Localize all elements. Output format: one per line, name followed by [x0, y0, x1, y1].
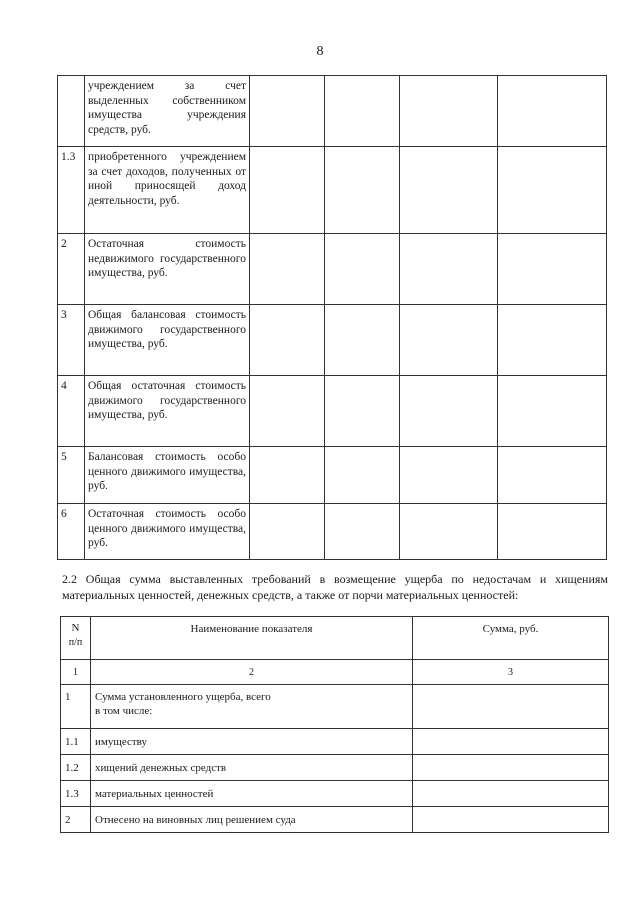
value-cell[interactable]	[400, 147, 498, 234]
row-number: 5	[58, 447, 85, 504]
column-index: 3	[413, 660, 609, 685]
row-label-line1: Сумма установленного ущерба, всего	[95, 691, 271, 703]
value-cell[interactable]	[498, 447, 607, 504]
property-value-table	[57, 75, 607, 560]
header-number-line1: N	[71, 622, 80, 634]
table-row	[61, 807, 609, 833]
column-index: 2	[91, 660, 413, 685]
row-label: Остаточная стоимость особо ценного движимого имущества, руб.	[85, 504, 250, 560]
table-row	[58, 234, 607, 305]
sum-cell[interactable]	[413, 755, 609, 781]
sum-cell[interactable]	[413, 781, 609, 807]
value-cell[interactable]	[498, 504, 607, 560]
row-number: 1	[61, 685, 91, 729]
row-label: Балансовая стоимость особо ценного движимого имущества, руб.	[85, 447, 250, 504]
value-cell[interactable]	[400, 447, 498, 504]
row-number: 3	[58, 305, 85, 376]
table-row	[61, 781, 609, 807]
value-cell[interactable]	[325, 376, 400, 447]
table-row	[61, 729, 609, 755]
value-cell[interactable]	[250, 447, 325, 504]
value-cell[interactable]	[325, 305, 400, 376]
row-label-line2: в том числе:	[95, 705, 153, 717]
value-cell[interactable]	[250, 305, 325, 376]
table-row	[58, 504, 607, 560]
section-2-2-paragraph	[62, 571, 608, 603]
row-label: Остаточная стоимость недвижимого государственного имущества, руб.	[85, 234, 250, 305]
value-cell[interactable]	[498, 305, 607, 376]
row-label: приобретенного учреждением за счет доходов, полученных от иной приносящей доход деятельности, руб.	[85, 147, 250, 234]
header-number	[61, 617, 91, 660]
row-label: материальных ценностей	[91, 781, 413, 807]
row-number: 6	[58, 504, 85, 560]
value-cell[interactable]	[250, 234, 325, 305]
header-indicator-name: Наименование показателя	[91, 617, 413, 660]
value-cell[interactable]	[400, 234, 498, 305]
row-number: 1.1	[61, 729, 91, 755]
row-number: 4	[58, 376, 85, 447]
row-label: хищений денежных средств	[91, 755, 413, 781]
row-label: Общая балансовая стоимость движимого государственного имущества, руб.	[85, 305, 250, 376]
value-cell[interactable]	[498, 147, 607, 234]
value-cell[interactable]	[250, 147, 325, 234]
column-index: 1	[61, 660, 91, 685]
row-number	[58, 76, 85, 147]
value-cell[interactable]	[325, 147, 400, 234]
column-index-row	[61, 660, 609, 685]
table-row	[61, 755, 609, 781]
row-number: 2	[61, 807, 91, 833]
sum-cell[interactable]	[413, 729, 609, 755]
value-cell[interactable]	[250, 376, 325, 447]
damage-claims-table	[60, 616, 609, 833]
value-cell[interactable]	[250, 504, 325, 560]
table-row	[58, 305, 607, 376]
value-cell[interactable]	[250, 76, 325, 147]
row-label	[91, 685, 413, 729]
page-number: 8	[316, 44, 324, 59]
section-2-2-line2: материальных ценностей, денежных средств, а также от порчи материальных ценностей:	[62, 588, 519, 602]
table-row	[58, 76, 607, 147]
row-number: 1.3	[58, 147, 85, 234]
row-label: Отнесено на виновных лиц решением суда	[91, 807, 413, 833]
value-cell[interactable]	[400, 76, 498, 147]
sum-cell[interactable]	[413, 807, 609, 833]
row-number: 2	[58, 234, 85, 305]
table-row	[58, 147, 607, 234]
table-header-row	[61, 617, 609, 660]
row-number: 1.2	[61, 755, 91, 781]
value-cell[interactable]	[498, 234, 607, 305]
value-cell[interactable]	[325, 76, 400, 147]
value-cell[interactable]	[400, 305, 498, 376]
value-cell[interactable]	[400, 504, 498, 560]
table-row	[58, 447, 607, 504]
row-number: 1.3	[61, 781, 91, 807]
row-label: имуществу	[91, 729, 413, 755]
value-cell[interactable]	[325, 234, 400, 305]
table-row	[61, 685, 609, 729]
value-cell[interactable]	[400, 376, 498, 447]
value-cell[interactable]	[325, 504, 400, 560]
sum-cell[interactable]	[413, 685, 609, 729]
value-cell[interactable]	[498, 76, 607, 147]
value-cell[interactable]	[498, 376, 607, 447]
row-label: учреждением за счет выделенных собственником имущества учреждения средств, руб.	[85, 76, 250, 147]
value-cell[interactable]	[325, 447, 400, 504]
row-label: Общая остаточная стоимость движимого государственного имущества, руб.	[85, 376, 250, 447]
header-number-line2: п/п	[68, 637, 83, 648]
section-2-2-line1: 2.2 Общая сумма выставленных требований в возмещение ущерба по недостачам и хищениям	[62, 572, 608, 586]
header-sum: Сумма, руб.	[413, 617, 609, 660]
table-row	[58, 376, 607, 447]
